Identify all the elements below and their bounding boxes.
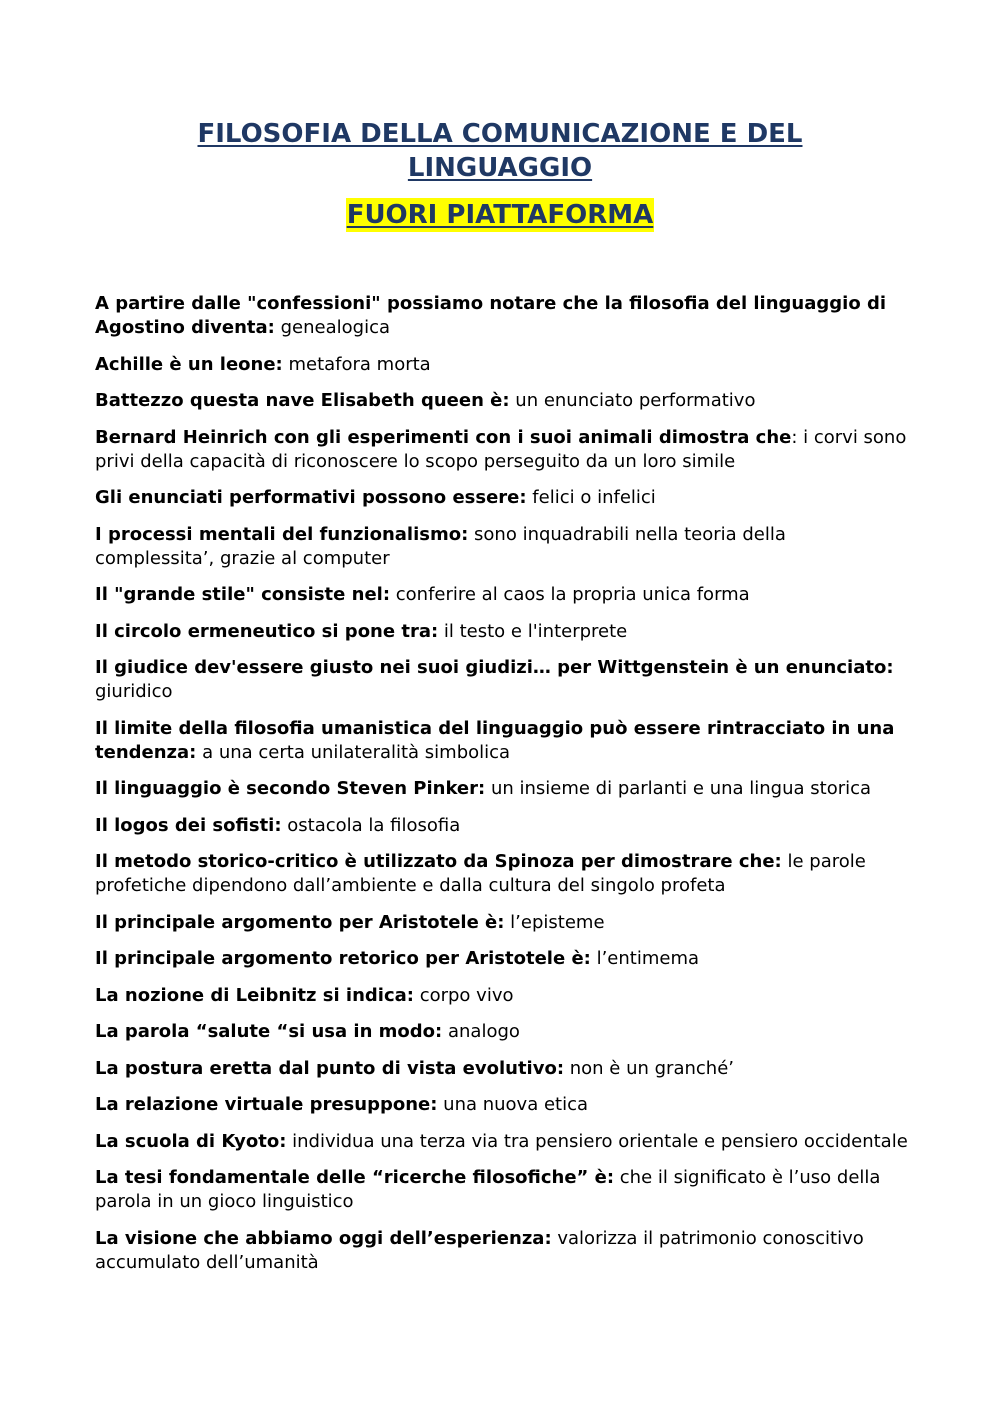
answer-text: l’entimema — [590, 948, 700, 969]
qa-item — [95, 1227, 910, 1275]
question-text: Il principale argomento retorico per Aristotele è: — [95, 948, 591, 969]
answer-text: felici o infelici — [526, 487, 656, 508]
qa-item — [95, 620, 910, 644]
qa-item — [95, 656, 910, 704]
answer-text: sono inquadrabili nella teoria della complessita’, grazie al computer — [95, 523, 786, 569]
answer-text: valorizza il patrimonio conoscitivo accumulato dell’umanità — [95, 1227, 864, 1273]
qa-item — [95, 777, 910, 801]
answer-text: ostacola la filosofia — [281, 814, 461, 836]
answer-text: conferire al caos la propria unica forma — [390, 584, 750, 605]
answer-text: non è un granché’ — [564, 1057, 734, 1079]
answer-text: genealogica — [274, 317, 390, 338]
document-subtitle: FUORI PIATTAFORMA — [346, 200, 654, 230]
qa-item — [95, 1166, 910, 1214]
question-text: Il "grande stile" consiste nel: — [95, 584, 391, 605]
answer-text: l’episteme — [504, 911, 605, 933]
answer-text: le parole profetiche dipendono dall’ambiente e dalla cultura del singolo profeta — [95, 851, 866, 896]
answer-text: individua una terza via tra pensiero orientale e pensiero occidentale — [286, 1130, 908, 1152]
answer-text: analogo — [442, 1021, 520, 1042]
qa-item — [95, 1130, 910, 1154]
qa-item — [95, 814, 910, 838]
question-text: Bernard Heinrich con gli esperimenti con i suoi animali dimostra che — [95, 426, 792, 448]
question-text: La relazione virtuale presuppone: — [95, 1094, 438, 1115]
question-text: La tesi fondamentale delle “ricerche filosofiche” è: — [95, 1167, 615, 1188]
question-text: Il linguaggio è secondo Steven Pinker: — [95, 778, 486, 799]
answer-text: a una certa unilateralità simbolica — [196, 741, 511, 763]
document-title: FILOSOFIA DELLA COMUNICAZIONE E DEL LINGUAGGIO — [197, 119, 803, 183]
question-text: Il giudice dev'essere giusto nei suoi giudizi… per Wittgenstein è un enunciato: — [95, 657, 894, 678]
qa-item — [95, 1093, 910, 1117]
qa-item — [95, 292, 910, 340]
answer-text: un insieme di parlanti e una lingua storica — [485, 778, 872, 799]
qa-item — [95, 1057, 910, 1081]
qa-item — [95, 426, 910, 474]
qa-item — [95, 911, 910, 935]
question-text: Gli enunciati performativi possono essere: — [95, 487, 527, 508]
question-text: Il limite della filosofia umanistica del linguaggio può essere rintracciato in una tendenza: — [95, 717, 895, 763]
question-text: Il principale argomento per Aristotele è: — [95, 911, 505, 933]
question-text: Il logos dei sofisti: — [95, 814, 282, 836]
qa-item — [95, 850, 910, 898]
qa-item — [95, 523, 910, 571]
qa-item — [95, 583, 910, 607]
question-text: La visione che abbiamo oggi dell’esperienza: — [95, 1227, 552, 1249]
question-text: La nozione di Leibnitz si indica: — [95, 984, 414, 1006]
qa-item — [95, 486, 910, 510]
answer-text: una nuova etica — [437, 1094, 589, 1115]
subtitle-container — [0, 198, 1000, 232]
question-text: La scuola di Kyoto: — [95, 1130, 287, 1152]
question-text: Il metodo storico-critico è utilizzato da Spinoza per dimostrare che: — [95, 851, 782, 872]
qa-item — [95, 947, 910, 971]
qa-item — [95, 984, 910, 1008]
question-text: La parola “salute “si usa in modo: — [95, 1021, 443, 1042]
question-text: La postura eretta dal punto di vista evolutivo: — [95, 1057, 565, 1079]
qa-item — [95, 389, 910, 413]
question-text: Il circolo ermeneutico si pone tra: — [95, 620, 439, 642]
qa-item — [95, 717, 910, 765]
answer-text: corpo vivo — [413, 984, 514, 1006]
answer-text: il testo e l'interprete — [438, 620, 628, 642]
answer-text: : i corvi sono privi della capacità di riconoscere lo scopo perseguito da un loro simile — [95, 426, 907, 472]
qa-item — [95, 1020, 910, 1044]
answer-text: un enunciato performativo — [509, 390, 756, 411]
question-text: Achille è un leone: — [95, 353, 283, 375]
question-text: I processi mentali del funzionalismo: — [95, 523, 469, 545]
question-answer-list — [95, 292, 910, 1287]
answer-text: che il significato è l’uso della parola in un gioco linguistico — [95, 1167, 881, 1212]
qa-item — [95, 353, 910, 377]
question-text: Battezzo questa nave Elisabeth queen è: — [95, 390, 510, 411]
question-text: A partire dalle "confessioni" possiamo notare che la filosofia del linguaggio di Agostino diventa: — [95, 293, 887, 338]
answer-text: giuridico — [95, 681, 173, 702]
answer-text: metafora morta — [282, 353, 431, 375]
